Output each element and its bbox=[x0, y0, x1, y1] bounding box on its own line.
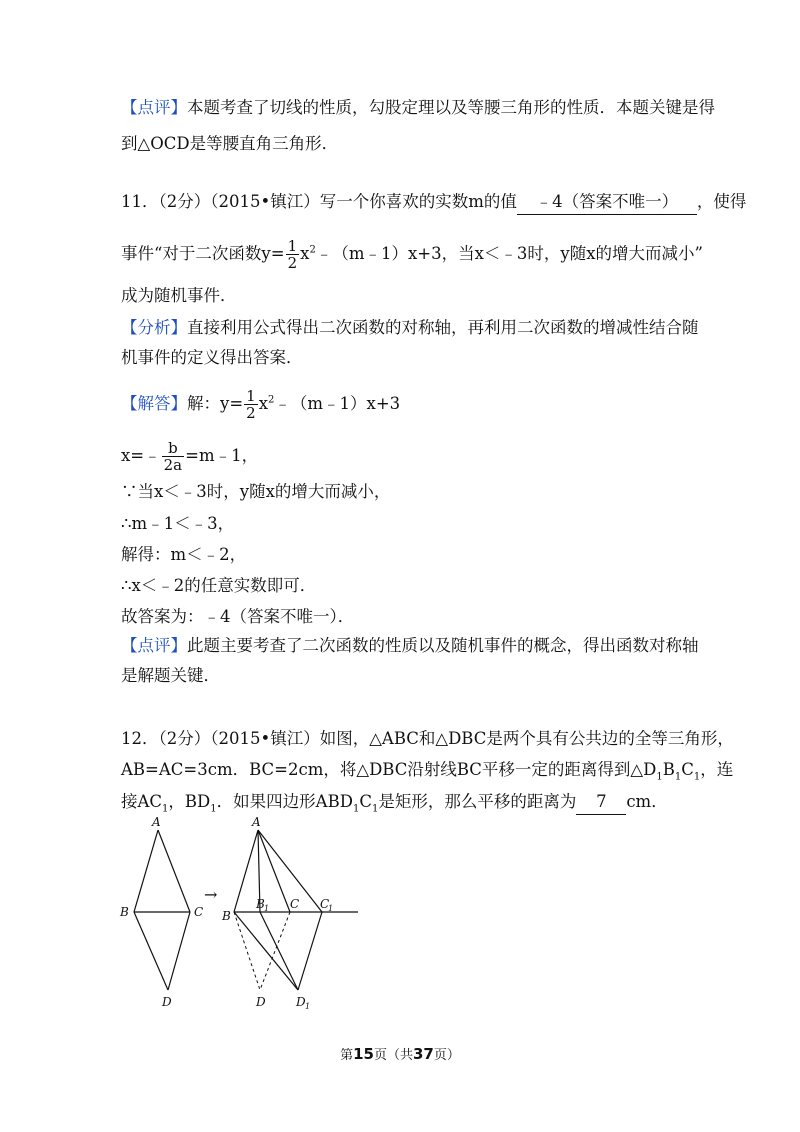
q10-comment-line-1 bbox=[121, 96, 715, 120]
q11-question-end: 成为随机事件． bbox=[121, 286, 237, 305]
label-C1: C bbox=[320, 897, 330, 911]
label-C1-sub: 1 bbox=[328, 904, 334, 913]
exponent: 2 bbox=[268, 394, 275, 406]
q12-text-2: AB=AC=3cm．BC=2cm，将△DBC沿射线BC平移一定的距离得到△D bbox=[121, 760, 657, 779]
total-pages: 37 bbox=[413, 1045, 434, 1063]
q11-step-3 bbox=[121, 543, 246, 567]
q11-analysis-text-1: 直接利用公式得出二次函数的对称轴，再利用二次函数的增减性结合随 bbox=[187, 318, 699, 337]
edge-CD bbox=[168, 912, 190, 990]
label-C: C bbox=[194, 905, 204, 919]
q10-comment-text-1: 本题考查了切线的性质，勾股定理以及等腰三角形的性质．本题关键是得 bbox=[187, 98, 715, 117]
edge-C1D1 bbox=[298, 912, 322, 990]
arrow-label: → bbox=[204, 885, 218, 904]
page-footer bbox=[0, 1044, 800, 1063]
footer-post: 页） bbox=[433, 1048, 460, 1063]
q12-text-3c: ．如果四边形ABD bbox=[216, 792, 353, 811]
label-B1: B bbox=[256, 897, 265, 911]
solution-y: 解：y= bbox=[187, 394, 244, 413]
fraction-denominator: 2 bbox=[287, 254, 298, 272]
q11-question-line-2 bbox=[121, 238, 703, 271]
q10-comment-line-2 bbox=[121, 132, 338, 156]
solution-tag: 【解答】 bbox=[121, 394, 187, 413]
q10-comment-text-2: 到△OCD是等腰直角三角形． bbox=[121, 134, 339, 153]
q12-text-2-tail: ，连 bbox=[700, 760, 734, 779]
fraction-denominator: 2a bbox=[163, 456, 183, 474]
subscript: 1 bbox=[674, 771, 682, 783]
q11-function-intro: 事件“对于二次函数y= bbox=[121, 244, 285, 263]
edge-AB bbox=[134, 830, 158, 912]
fraction-b-over-2a bbox=[162, 440, 185, 473]
edge-AC bbox=[158, 830, 190, 912]
edge-AB2 bbox=[234, 830, 258, 912]
q11-question-text: 11．（2分）（2015•镇江）写一个你喜欢的实数m的值 bbox=[121, 192, 517, 211]
q11-question-line-3 bbox=[121, 284, 237, 308]
label-A2: A bbox=[252, 815, 261, 829]
q11-step-4 bbox=[121, 574, 316, 598]
solution-tail: ﹣（m﹣1）x+3 bbox=[274, 394, 401, 413]
fraction-one-half-solution bbox=[244, 388, 258, 421]
q11-answer-blank: ﹣4（答案不唯一） bbox=[517, 190, 697, 215]
comment-tag: 【点评】 bbox=[121, 636, 187, 655]
subscript: 1 bbox=[371, 803, 379, 815]
footer-mid: 页（共 bbox=[373, 1048, 413, 1063]
fraction-numerator: b bbox=[162, 440, 185, 457]
label-D: D bbox=[162, 995, 172, 1009]
q12-text-3d: 是矩形，那么平移的距离为 bbox=[378, 792, 577, 811]
fraction-one-half bbox=[286, 238, 300, 271]
q12-line-3: 接$AC_1$，$BD_1$．如果四边形$ABD_1C_1$是矩形，那么平移的距离为 7 cm． bbox=[121, 792, 668, 815]
q11-axis-line bbox=[121, 440, 258, 473]
q11-analysis-line-2 bbox=[121, 346, 303, 370]
subscript: 1 bbox=[656, 771, 663, 783]
comment-tag: 【点评】 bbox=[121, 98, 187, 117]
q11-question-line-1 bbox=[121, 190, 746, 215]
dashed-CD bbox=[260, 912, 290, 990]
subscript: 1 bbox=[162, 803, 169, 815]
label-D2: D bbox=[256, 995, 266, 1009]
axis-pre: x=﹣ bbox=[121, 446, 161, 465]
q11-step-1 bbox=[121, 480, 390, 504]
label-C2: C bbox=[290, 897, 300, 911]
dashed-BD bbox=[234, 912, 260, 990]
label-A: A bbox=[152, 815, 161, 829]
label-D1: D bbox=[296, 995, 306, 1009]
step-text: 故答案为：﹣4（答案不唯一）． bbox=[121, 607, 355, 626]
q11-analysis-line-1 bbox=[121, 316, 699, 340]
q11-analysis-text-2: 机事件的定义得出答案． bbox=[121, 348, 303, 367]
fraction-numerator: 1 bbox=[287, 237, 298, 255]
q12-text-1: 12．（2分）（2015•镇江）如图，△ABC和△DBC是两个具有公共边的全等三角形， bbox=[121, 729, 734, 748]
q11-function-tail: ﹣（m﹣1）x+3，当x＜﹣3时，y随x的增大而减小” bbox=[315, 244, 703, 263]
step-text: 解得：m＜﹣2， bbox=[121, 545, 247, 564]
q12-line-2: AB=AC=3cm．BC=2cm，将△DBC沿射线BC平移一定的距离得到$\triangle D_1B_1C_1$，连 bbox=[121, 760, 734, 783]
q11-solution-line bbox=[121, 388, 400, 421]
footer-pre: 第 bbox=[340, 1048, 354, 1063]
q12-answer-blank: 7 bbox=[576, 790, 626, 815]
q11-comment-text-1: 此题主要考查了二次函数的性质以及随机事件的概念，得出函数对称轴 bbox=[187, 636, 699, 655]
var-x: x bbox=[300, 244, 310, 263]
step-text: ∴x＜﹣2的任意实数即可． bbox=[121, 576, 317, 595]
q11-step-2 bbox=[121, 512, 234, 536]
fraction-denominator: 2 bbox=[246, 404, 256, 422]
var-x: x bbox=[258, 394, 269, 413]
analysis-tag: 【分析】 bbox=[121, 318, 187, 337]
q11-comment-text-2: 是解题关键． bbox=[121, 666, 220, 685]
label-B2: B bbox=[222, 909, 231, 923]
q11-comment-line-2 bbox=[121, 664, 220, 688]
fraction-numerator: 1 bbox=[246, 387, 256, 405]
edge-BD bbox=[134, 912, 168, 990]
q11-step-5 bbox=[121, 605, 354, 629]
subscript: 1 bbox=[352, 803, 360, 815]
axis-post: =m﹣1， bbox=[185, 446, 259, 465]
q11-comment-line-1 bbox=[121, 634, 699, 658]
step-text: ∴m﹣1＜﹣3， bbox=[121, 514, 235, 533]
label-D1-sub: 1 bbox=[305, 1002, 311, 1011]
geometry-figure bbox=[110, 812, 380, 1012]
label-B1-sub: 1 bbox=[264, 904, 270, 913]
subscript: 1 bbox=[693, 771, 701, 783]
page-number: 15 bbox=[353, 1045, 374, 1063]
q12-text-3: 接AC bbox=[121, 792, 163, 811]
q12-unit: cm． bbox=[626, 792, 668, 811]
q12-line-1 bbox=[121, 727, 734, 751]
label-B: B bbox=[120, 905, 129, 919]
q11-question-text-end: ，使得 bbox=[696, 192, 747, 211]
step-text: ∵当x＜﹣3时，y随x的增大而减小， bbox=[121, 482, 391, 501]
q12-text-3b: ，BD bbox=[168, 792, 211, 811]
subscript: 1 bbox=[210, 803, 217, 815]
exponent: 2 bbox=[309, 244, 316, 256]
